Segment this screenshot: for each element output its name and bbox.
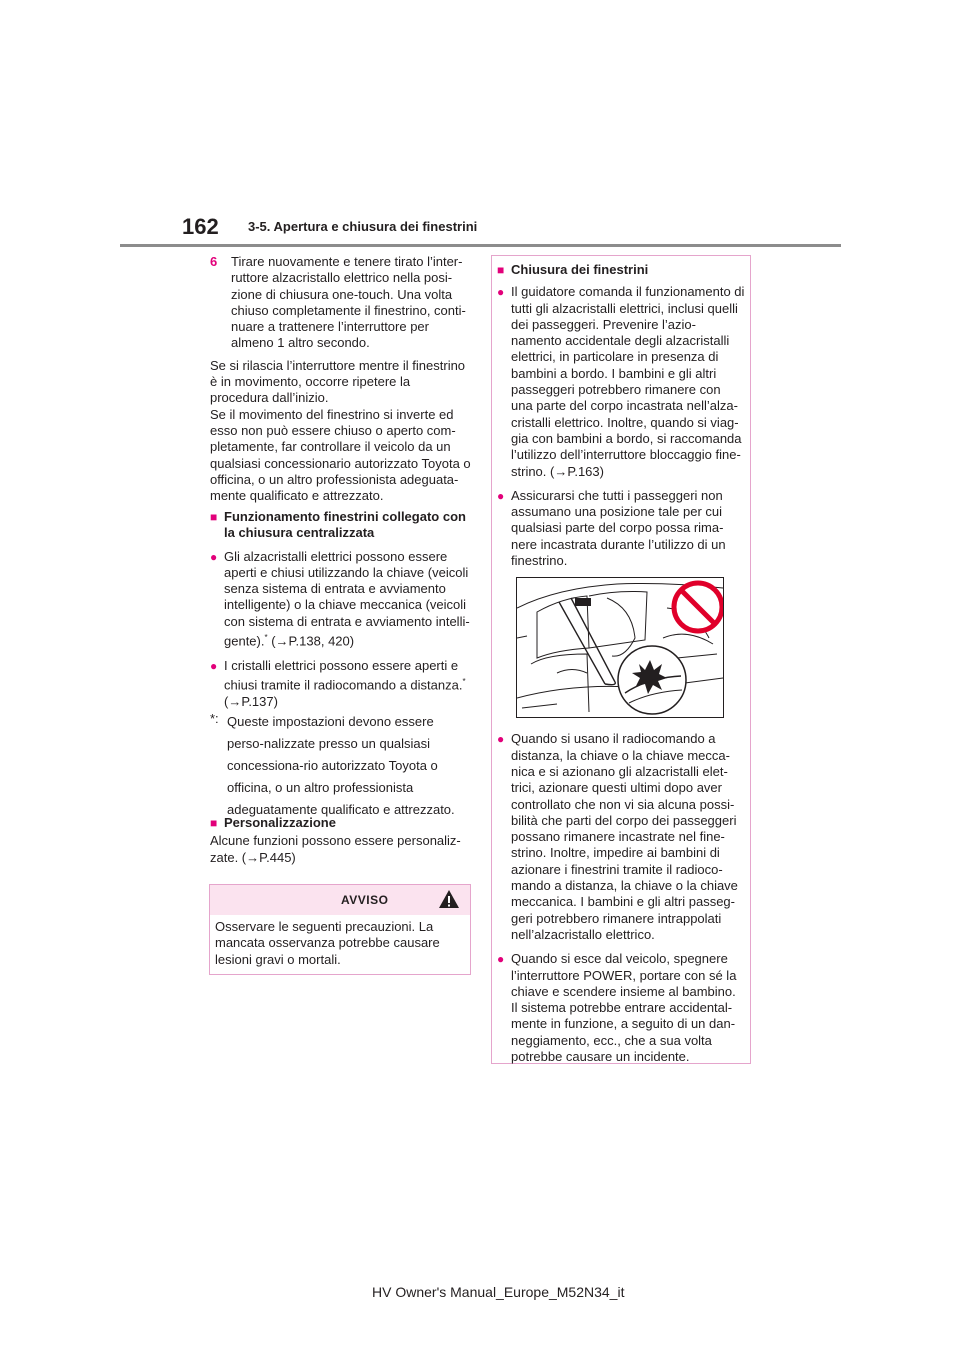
step-number: 6: [210, 254, 218, 269]
warning-title: AVVISO: [341, 893, 389, 907]
left-column-top: [210, 254, 472, 504]
bullet-key-operation: ● Gli alzacristalli elettrici possono essere aperti e chiusi utilizzando la chiave (veicoli senza sistema di entrata e avviamento intelligente) o la chiave meccanica (veicoli con sistema di entrata e avviamento intelli-gente).* (→P.138, 420): [210, 548, 470, 649]
left-column-customization: [210, 815, 472, 866]
bullet-leaving-vehicle: ● Quando si esce dal veicolo, spegnere l’interruttore POWER, portare con sé la chiave e scendere insieme al bambino. Il sistema potrebbe entrare accidental-mente in funzione, a seguito di un dan-neggiamento, ecc., che a sua volta potrebbe causare un incidente.: [497, 951, 737, 1064]
paragraph-restart: Se si rilascia l’interruttore mentre il finestrino è in movimento, occorre ripetere la procedura dall’inizio.: [210, 357, 466, 406]
car-interior-illustration: [517, 578, 723, 717]
heading-central-locking: ■ Funzionamento finestrini collegato con la chiusura centralizzata: [210, 509, 466, 541]
circle-bullet-icon: ●: [210, 549, 218, 564]
heading-window-closing: ■ Chiusura dei finestrini: [497, 262, 649, 277]
circle-bullet-icon: ●: [497, 732, 505, 747]
warning-box: [209, 884, 471, 975]
footnote-text: Queste impostazioni devono essere perso-nalizzate presso un qualsiasi concessiona-rio autorizzato Toyota o officina, o un altro professionista adeguatamente qualificato e attrezzato.: [227, 713, 455, 817]
warning-triangle-icon: [438, 889, 460, 909]
square-bullet-icon: ■: [210, 816, 218, 830]
footnote-mark: *:: [210, 710, 219, 726]
paragraph-customization: Alcune funzioni possono essere personaliz-zate. (→P.445): [210, 833, 461, 865]
header-divider: [120, 244, 841, 247]
square-bullet-icon: ■: [497, 263, 505, 277]
circle-bullet-icon: ●: [497, 952, 505, 967]
footnote: [210, 711, 472, 821]
circle-bullet-icon: ●: [497, 488, 505, 503]
circle-bullet-icon: ●: [497, 285, 505, 300]
prohibition-icon: [674, 583, 722, 631]
warning-header: [210, 885, 470, 915]
bullet-driver-control: ● Il guidatore comanda il funzionamento di tutti gli alzacristalli elettrici, inclusi quelli dei passeggeri. Prevenire l’azio-namento accidentale degli alzacristalli elettrici, in particolare in presenza di bambini a bordo. I bambini e gli altri passeggeri potrebbero rimanere con una parte del corpo incastrata nell’alza-cristalli elettrico. Inoltre, quando si viag-gia con bambini a bordo, si raccomanda l’utilizzo dell’interruttore bloccaggio fine-strino. (→P.163): [497, 284, 745, 479]
bullet-remote-operation: ● Quando si usano il radiocomando a distanza, la chiave o la chiave mecca-nica e si azionano gli alzacristalli elet-trici, azionare questi ultimi dopo aver controllato che non vi sia alcuna possi-bilità che parti del corpo dei passeggeri possano rimanere incastrate nel fine-strino. Inoltre, impedire ai bambini di azionare i finestrini tramite il radioco-mando a distanza, la chiave o la chiave meccanica. I bambini e gli altri passeg-geri potrebbero rimanere intrappolati nell’alzacristallo elettrico.: [497, 731, 738, 942]
circle-bullet-icon: ●: [210, 658, 218, 673]
warning-text: Osservare le seguenti precauzioni. La mancata osservanza potrebbe causare lesioni gravi o mortali.: [215, 919, 440, 967]
illustration-window-pinch: [516, 577, 724, 718]
footer-text: HV Owner's Manual_Europe_M52N34_it: [372, 1284, 625, 1300]
page-number: 162: [182, 214, 219, 239]
paragraph-reverse: Se il movimento del finestrino si inverte ed esso non può essere chiuso o aperto com-pletamente, far controllare il veicolo da un qualsiasi concessionario autorizzato Toyota o officina, o un altro professionista adeguata-mente qualificato e attrezzato.: [210, 406, 471, 504]
bullet-passenger-position: ● Assicurarsi che tutti i passeggeri non assumano una posizione tale per cui qualsiasi parte del corpo possa rima-nere incastrata durante l’utilizzo di un finestrino.: [497, 487, 726, 569]
section-title: 3-5. Apertura e chiusura dei finestrini: [248, 219, 478, 234]
step-6: [210, 254, 472, 352]
bullet-remote-control: ● I cristalli elettrici possono essere aperti e chiusi tramite il radiocomando a distanza.* (→P.137): [210, 657, 466, 709]
step-text: Tirare nuovamente e tenere tirato l’inter-ruttore alzacristallo elettrico nella posi-zione di chiusura one-touch. Una volta chiuso completamente il finestrino, conti-nuare a trattenere l’interruttore per almeno 1 altro secondo.: [231, 254, 466, 351]
heading-customization: ■ Personalizzazione: [210, 815, 336, 830]
square-bullet-icon: ■: [210, 510, 218, 524]
left-column-central-locking: [210, 509, 472, 821]
